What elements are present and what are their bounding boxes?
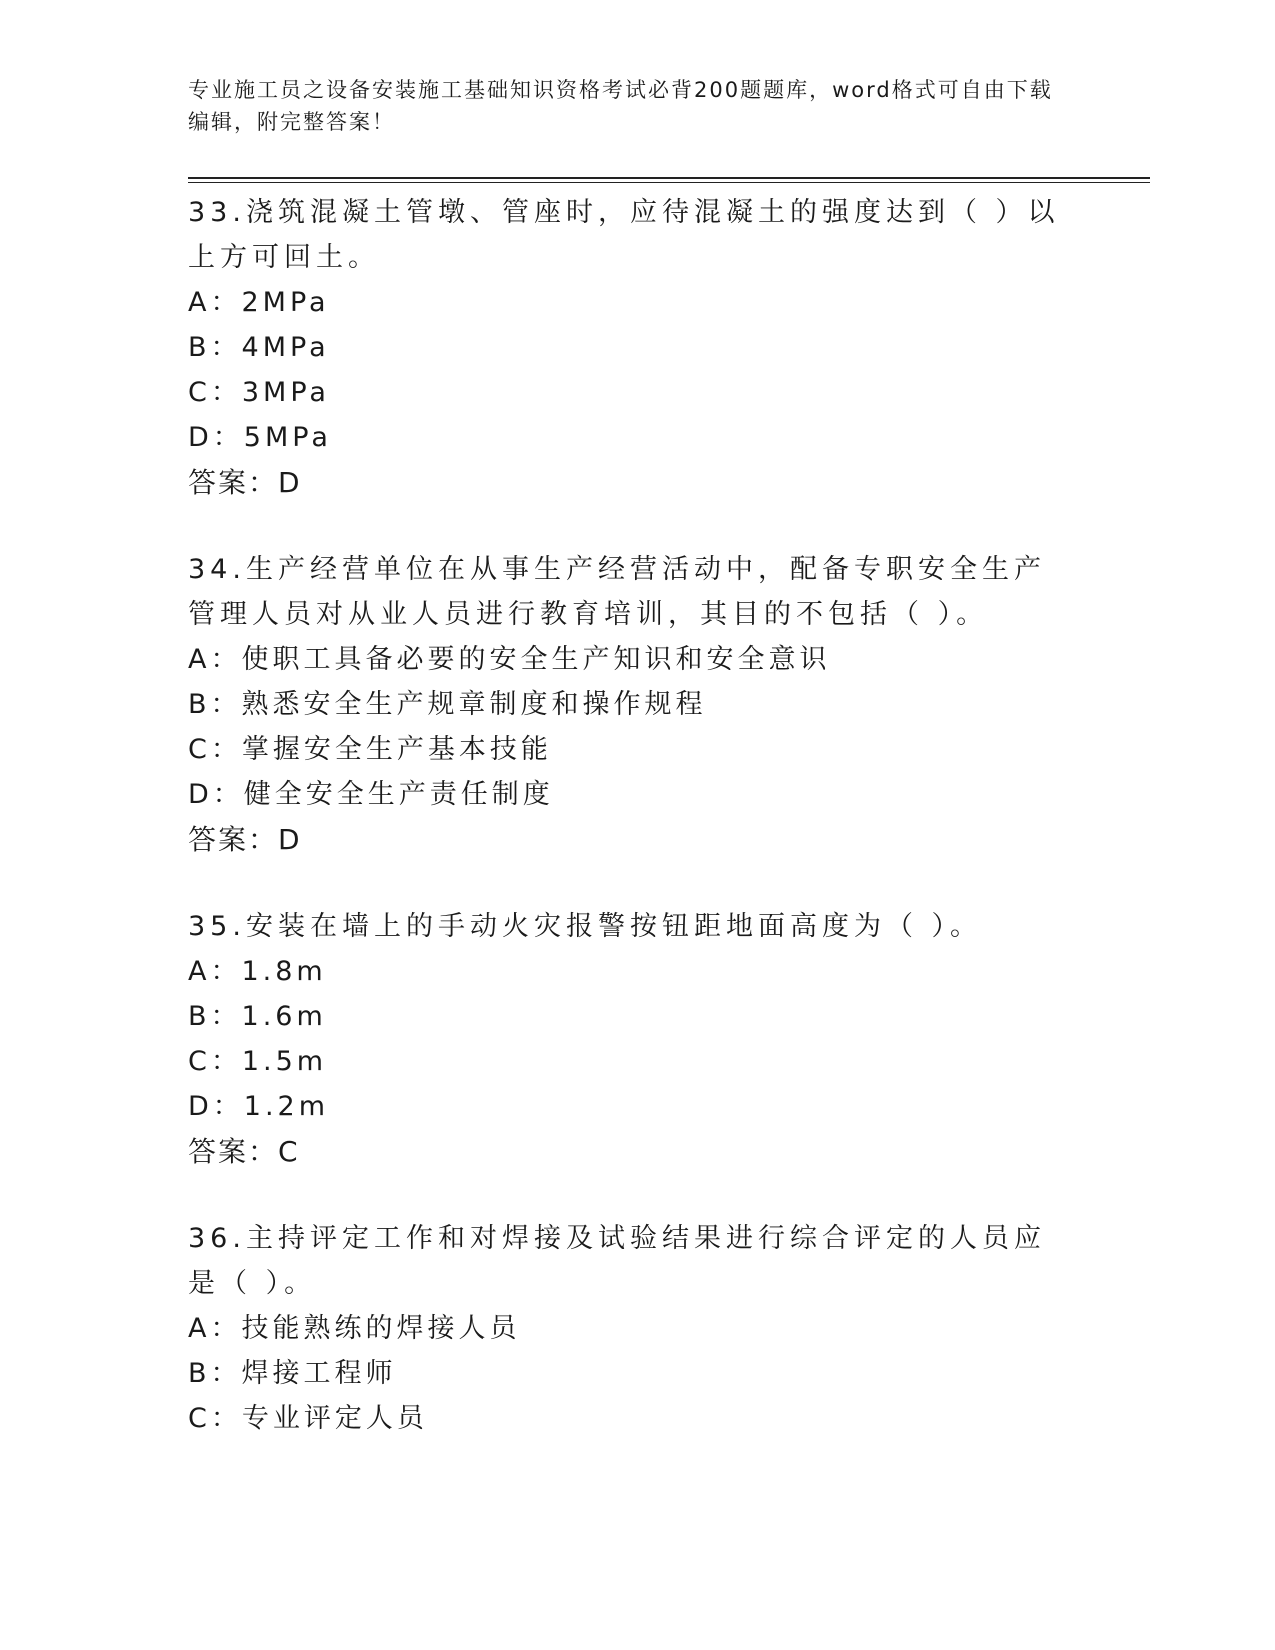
- option-c: C：专业评定人员: [188, 1403, 428, 1434]
- header-rule-bottom: [188, 182, 1150, 183]
- option-a: A：1.8m: [188, 956, 327, 987]
- question-35: [188, 904, 1088, 1174]
- option-d: D：健全安全生产责任制度: [188, 779, 554, 810]
- option-b: B：1.6m: [188, 1001, 327, 1032]
- option-c: C：1.5m: [188, 1046, 328, 1077]
- option-c: C：3MPa: [188, 377, 330, 408]
- document-header: 专业施工员之设备安装施工基础知识资格考试必背200题题库，word格式可自由下载编辑，附完整答案！: [188, 78, 1053, 134]
- question-34: [188, 547, 1088, 862]
- option-d: D：5MPa: [188, 422, 332, 453]
- question-33: [188, 190, 1088, 505]
- question-text: 35.安装在墙上的手动火灾报警按钮距地面高度为（ ）。: [188, 911, 983, 942]
- answer-line: 答案：C: [188, 1135, 300, 1168]
- option-a: A：2MPa: [188, 287, 330, 318]
- option-a: A：使职工具备必要的安全生产知识和安全意识: [188, 644, 831, 675]
- answer-line: 答案：D: [188, 466, 302, 499]
- option-b: B：4MPa: [188, 332, 330, 363]
- question-text: 34.生产经营单位在从事生产经营活动中，配备专职安全生产管理人员对从业人员进行教育培训，其目的不包括（ ）。: [188, 554, 1046, 630]
- question-list: [188, 190, 1088, 1483]
- question-36: [188, 1216, 1088, 1441]
- question-text: 36.主持评定工作和对焊接及试验结果进行综合评定的人员应是（ ）。: [188, 1223, 1046, 1299]
- option-b: B：焊接工程师: [188, 1358, 397, 1389]
- question-text: 33.浇筑混凝土管墩、管座时，应待混凝土的强度达到（ ）以上方可回土。: [188, 197, 1060, 273]
- option-a: A：技能熟练的焊接人员: [188, 1313, 521, 1344]
- option-c: C：掌握安全生产基本技能: [188, 734, 552, 765]
- option-d: D：1.2m: [188, 1091, 330, 1122]
- header-rule-top: [188, 177, 1150, 179]
- answer-line: 答案：D: [188, 823, 302, 856]
- option-b: B：熟悉安全生产规章制度和操作规程: [188, 689, 707, 720]
